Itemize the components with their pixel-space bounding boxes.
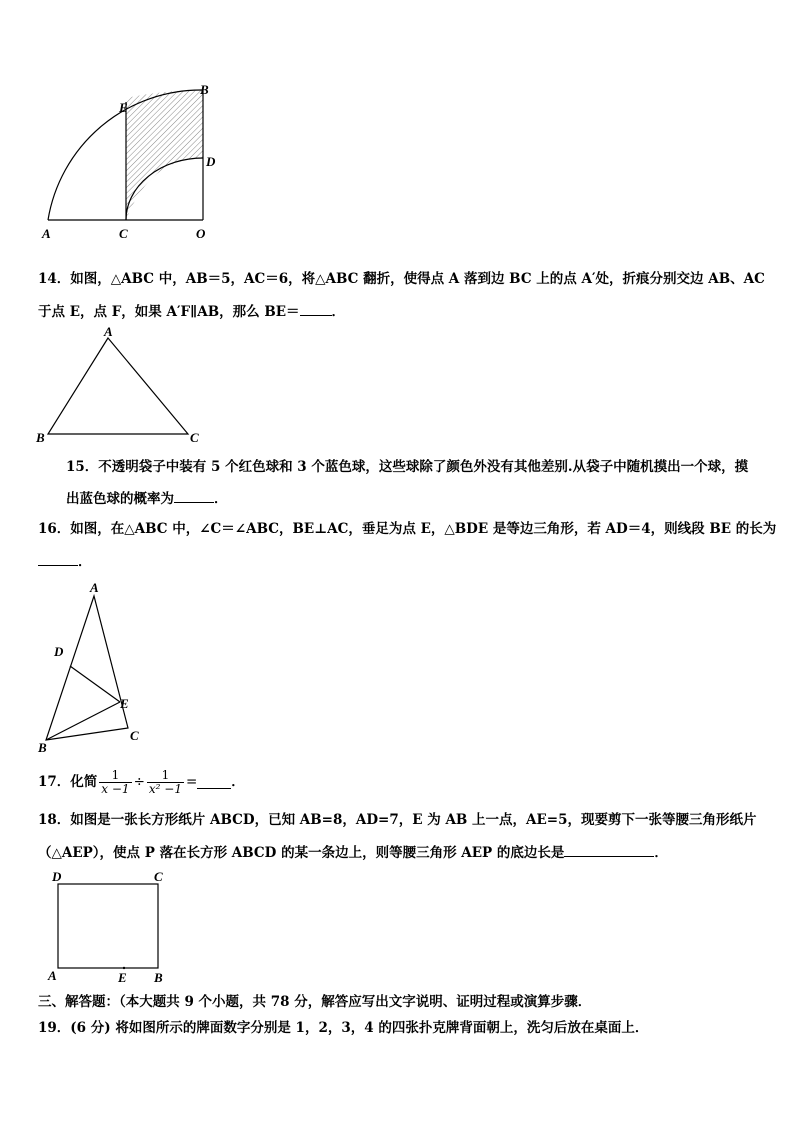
q18-line1: 18．如图是一张长方形纸片 ABCD，已知 AB=8，AD=7，E 为 AB 上一点，AE=5，现要剪下一张等腰三角形纸片 [38, 812, 757, 828]
q17-equals: = [185, 774, 198, 790]
q17-frac2-denominator: x² −1 [148, 781, 182, 796]
label-b: B [38, 740, 47, 755]
q15-text: 出蓝色球的概率为 [66, 491, 174, 507]
q17-frac2-numerator: 1 [161, 767, 170, 782]
q19-line: 19．(6 分) 将如图所示的牌面数字分别是 1，2，3，4 的四张扑克牌背面朝上，洗匀后放在桌面上． [38, 1020, 649, 1036]
q16-end: ． [78, 554, 92, 570]
q16-line1: 16．如图，在△ABC 中，∠C＝∠ABC，BE⊥AC，垂足为点 E，△BDE 是等边三角形，若 AD＝4，则线段 BE 的长为 [38, 521, 777, 537]
q17-fraction-1 [99, 769, 131, 796]
figure-q18 [40, 868, 180, 986]
q17-answer-blank[interactable] [197, 776, 231, 789]
q18-answer-blank[interactable] [564, 844, 654, 857]
label-o: O [196, 226, 206, 241]
label-d: D [54, 644, 64, 659]
label-e: E [118, 970, 127, 985]
q18-end: ． [654, 845, 668, 861]
label-a: A [90, 580, 99, 595]
label-c: C [130, 728, 139, 743]
label-e: E [120, 696, 129, 711]
q17-line [38, 764, 245, 800]
label-c: C [154, 869, 163, 884]
label-c: C [190, 430, 199, 445]
label-a: A [42, 226, 51, 241]
label-a: A [104, 326, 113, 339]
label-a: A [48, 968, 57, 983]
q18-line2 [38, 844, 668, 861]
q17-divide-sign: ÷ [133, 774, 145, 790]
label-d: D [52, 869, 62, 884]
q15-line2 [66, 490, 228, 507]
q17-prefix: 17．化简 [38, 774, 98, 790]
label-d: D [206, 154, 216, 169]
q17-frac1-numerator: 1 [111, 767, 120, 782]
q18-text: （△AEP），使点 P 落在长方形 ABCD 的某一条边上，则等腰三角形 AEP 的底边长是 [38, 845, 565, 861]
q14-line1: 14．如图，△ABC 中，AB＝5，AC＝6，将△ABC 翻折，使得点 A 落到边 BC 上的点 A′处，折痕分别交边 AB、AC [38, 271, 765, 287]
q17-fraction-2 [147, 769, 184, 796]
q14-answer-blank[interactable] [300, 303, 332, 316]
label-b: B [154, 970, 163, 985]
q14-text: 于点 E，点 F，如果 A′F∥AB，那么 BE＝ [38, 304, 300, 320]
label-e: E [119, 100, 128, 115]
q15-end: ． [214, 491, 228, 507]
label-b: B [200, 82, 209, 97]
label-c: C [119, 226, 128, 241]
q16-line2 [38, 553, 92, 570]
figure-q14 [30, 326, 210, 448]
label-b: B [36, 430, 45, 445]
q17-end: ． [231, 774, 245, 790]
section-3-heading: 三、解答题：（本大题共 9 个小题，共 78 分，解答应写出文字说明、证明过程或演算步骤． [38, 994, 592, 1010]
figure-q13 [30, 80, 230, 245]
q15-line1: 15．不透明袋子中装有 5 个红色球和 3 个蓝色球，这些球除了颜色外没有其他差别.从袋子中随机摸出一个球，摸 [66, 459, 749, 475]
figure-q16 [30, 578, 160, 756]
q17-frac1-denominator: x −1 [101, 781, 130, 796]
q16-answer-blank[interactable] [38, 553, 78, 566]
q14-end: ． [331, 304, 346, 320]
q14-line2 [38, 303, 345, 320]
q15-answer-blank[interactable] [174, 490, 214, 503]
